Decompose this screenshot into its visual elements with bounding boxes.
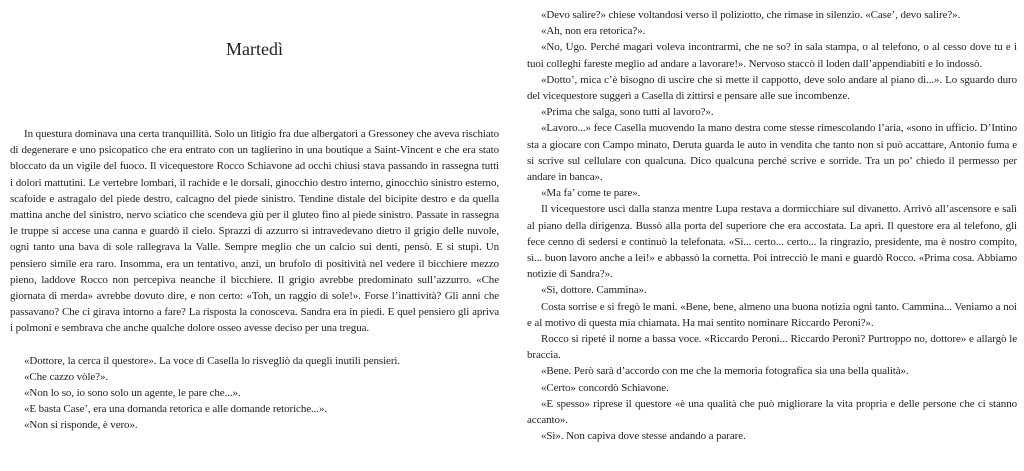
dialogue-line: «Non si risponde, è vero». (24, 419, 138, 432)
body-paragraph: Rocco si ripeté il nome a bassa voce. «Riccardo Peroni... Riccardo Peroni? Purtroppo no, dottore» e allargò le braccia. (527, 333, 1017, 362)
body-paragraph: «Devo salire?» chiese voltandosi verso il poliziotto, che rimase in silenzio. «Case’, devo salire?». (541, 9, 961, 21)
dialogue-line: «E basta Case’, era una domanda retorica e alle domande retoriche...». (24, 403, 327, 416)
dialogue-line: «Che cazzo vòle?». (24, 370, 109, 383)
body-paragraph: «Sì, dottore. Cammina». (541, 284, 647, 297)
body-paragraph: Il vicequestore uscì dalla stanza mentre Lupa restava a dormicchiare sul divanetto. Arrivò all’ascensore e salì al piano della dirigenza. Bussò alla porta del superiore che era accostata. La aprì. Il questore era al telefono, gli fece cenno di sedersi e continuò la telefonata. «Sì... certo... certo... la ringrazio, presidente, ma è nostro compito, sì... buon lavoro anche a lei!» e abbassò la cornetta. Poi intrecciò le mani e guardò Rocco. «Prima cosa. Abbiamo notizie di Sandra?». (527, 203, 1017, 281)
right-page (527, 7, 1017, 444)
dialogue-block (10, 353, 499, 434)
body-paragraph: «Ah, non era retorica?». (541, 25, 646, 38)
body-paragraph: In questura dominava una certa tranquillità. Solo un litigio fra due albergatori a Gressoney che aveva rischiato di degenerare e uno psicopatico che era entrato con un taglierino in una boutique a Saint-Vincent e che era stato bloccato da un vigile del fuoco. Il vicequestore Rocco Schiavone ad occhi chiusi stava passando in rassegna tutti i dolori mattutini. Le vertebre lombari, il rachide e le dorsali, ginocchio destro interno, ginocchio sinistro esterno, scafoide e astragalo del piede destro, calcagno del piede sinistro. Tendine distale del bicipite destro e da quella mattina anche del sinistro, nervo sciatico che scendeva giù per il gluteo fino al piede sinistro. Passate in rassegna le truppe si accese una canna e guardò il cielo. Sprazzi di azzurro si intravedevano dietro il grigio delle nuvole, ogni tanto una bava di sole rallegrava la Valle. Sempre meglio che un calcio sui denti, pensò. E si stupì. Un pensiero simile era raro. Insomma, era un tentativo, anzi, un brufolo di positività nel vedere il bicchiere mezzo pieno, laddove Rocco non percepiva neanche il bicchiere. Il grigio avrebbe predominato sull’azzurro. «Che giornata di merda» avrebbe dovuto dire, e non certo: «Toh, un raggio di sole!». Forse l’inattività? Gli anni che passavano? Che ci girava intorno a fare? La risposta la conosceva. Sandra era in piedi. E quel pensiero gli apriva i polmoni e sembrava che anche qualche dolore osseo avesse deciso per una tregua. (10, 128, 499, 335)
chapter-title: Martedì (226, 39, 283, 59)
left-page (10, 0, 499, 434)
body-paragraph: «Prima che salga, sono tutti al lavoro?». (541, 106, 714, 119)
dialogue-line: «Non lo so, io sono solo un agente, le pare che...». (24, 387, 241, 400)
body-paragraph: «Certo» concordò Schiavone. (541, 381, 669, 394)
body-paragraph: «Sì». Non capiva dove stesse andando a parare. (541, 430, 746, 443)
dialogue-line: «Dottore, la cerca il questore». La voce di Casella lo risvegliò da quegli inutili pensieri. (24, 354, 400, 367)
body-paragraph: «E spesso» riprese il questore «è una qualità che può migliorare la vita propria e delle persone che ci stanno accanto». (527, 397, 1017, 427)
body-paragraph: «Lavoro...» fece Casella muovendo la mano destra come stesse rimescolando l’aria, «sono in ufficio. D’Intino sta a giocare con Campo minato, Deruta guarda le auto in vendita che tanto non si può accattare, Antonio fuma e si scrive sul cellulare con qualcuna. Dico qualcuna perché scrive e sorride. Tra un po’ chiedo il permesso per andare in banca». (527, 122, 1017, 184)
body-paragraph: «Bene. Però sarà d’accordo con me che la memoria fotografica sia una bella qualità». (541, 365, 909, 378)
body-paragraph: Costa sorrise e si fregò le mani. «Bene, bene, almeno una buona notizia ogni tanto. Cammina... Veniamo a noi e al motivo di questa mia chiamata. Ha mai sentito nominare Riccardo Peroni?». (527, 300, 1017, 329)
body-paragraph: «Ma fa’ come te pare». (541, 187, 641, 200)
body-paragraph: «No, Ugo. Perché magari voleva incontrarmi, che ne so? in sala stampa, o al telefono, o al cesso dove tu e i tuoi colleghi fareste meglio ad andare a lavorare!». Nervoso staccò il loden dall’appendiabiti e lo indossò. (527, 41, 1017, 70)
body-paragraph: «Dotto’, mica c’è bisogno di uscire che si mette il cappotto, deve solo andare al piano di...». Lo sguardo duro del vicequestore suggerì a Casella di zittirsi e pensare alle sue incombenze. (527, 73, 1017, 103)
